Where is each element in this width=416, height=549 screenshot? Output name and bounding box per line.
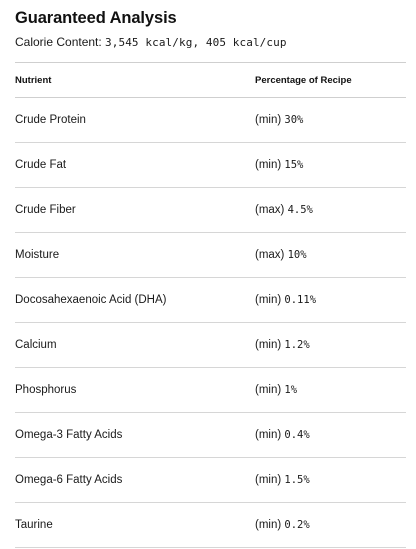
- qualifier: (min): [255, 159, 282, 171]
- nutrient-name: Moisture: [15, 249, 60, 261]
- nutrient-value: [255, 249, 406, 261]
- nutrient-name: Crude Fat: [15, 159, 67, 171]
- percentage: 10%: [287, 249, 307, 261]
- column-header-percentage: Percentage of Recipe: [255, 74, 352, 86]
- qualifier: (min): [255, 339, 282, 351]
- nutrient-value: [255, 339, 406, 351]
- nutrient-name: Crude Fiber: [15, 204, 76, 216]
- nutrient-value: [255, 519, 406, 531]
- nutrient-value: [255, 294, 406, 306]
- nutrient-name: Phosphorus: [15, 384, 77, 396]
- column-header-nutrient: Nutrient: [15, 74, 52, 86]
- qualifier: (min): [255, 114, 282, 126]
- table-row: [15, 323, 406, 368]
- qualifier: (min): [255, 474, 282, 486]
- percentage: 0.2%: [284, 519, 310, 531]
- percentage: 4.5%: [287, 204, 313, 216]
- table-header: [15, 62, 406, 98]
- table-row: [15, 368, 406, 413]
- nutrient-name: Taurine: [15, 519, 53, 531]
- nutrient-name: Crude Protein: [15, 114, 86, 126]
- qualifier: (min): [255, 519, 282, 531]
- nutrient-name: Omega-6 Fatty Acids: [15, 474, 123, 486]
- qualifier: (min): [255, 429, 282, 441]
- calorie-content: [15, 34, 406, 51]
- table-row: [15, 98, 406, 143]
- qualifier: (max): [255, 249, 285, 261]
- nutrient-value: [255, 114, 406, 126]
- table-row: [15, 233, 406, 278]
- percentage: 0.4%: [284, 429, 310, 441]
- nutrient-value: [255, 429, 406, 441]
- table-row: [15, 458, 406, 503]
- qualifier: (min): [255, 294, 282, 306]
- nutrient-value: [255, 159, 406, 171]
- table-row: [15, 278, 406, 323]
- percentage: 1.5%: [284, 474, 310, 486]
- table-row: [15, 188, 406, 233]
- nutrient-table: [15, 62, 406, 548]
- guaranteed-analysis-section: [15, 0, 406, 531]
- percentage: 15%: [284, 159, 304, 171]
- calorie-label: Calorie Content:: [15, 35, 106, 49]
- qualifier: (min): [255, 384, 282, 396]
- calorie-value: 3,545 kcal/kg, 405 kcal/cup: [105, 36, 287, 49]
- percentage: 0.11%: [284, 294, 317, 306]
- page-title: Guaranteed Analysis: [15, 9, 177, 27]
- table-row: [15, 143, 406, 188]
- percentage: 1.2%: [284, 339, 310, 351]
- nutrient-value: [255, 204, 406, 216]
- percentage: 1%: [284, 384, 298, 396]
- nutrient-value: [255, 474, 406, 486]
- table-row: [15, 503, 406, 548]
- nutrient-name: Calcium: [15, 339, 57, 351]
- nutrient-name: Omega-3 Fatty Acids: [15, 429, 123, 441]
- nutrient-value: [255, 384, 406, 396]
- percentage: 30%: [284, 114, 304, 126]
- qualifier: (max): [255, 204, 285, 216]
- nutrient-name: Docosahexaenoic Acid (DHA): [15, 294, 167, 306]
- table-row: [15, 413, 406, 458]
